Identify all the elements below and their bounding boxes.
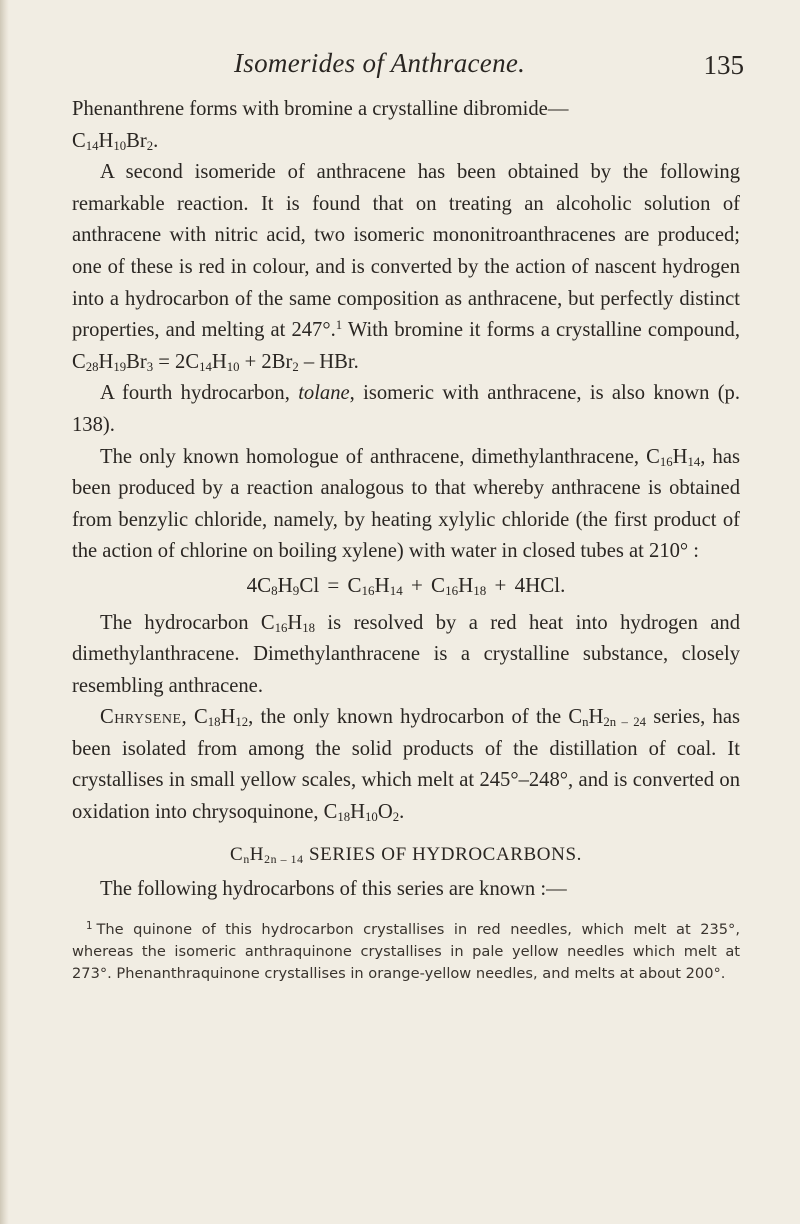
book-page bbox=[72, 48, 744, 999]
paragraph-dimethylanthracene: The only known homologue of anthracene, dimethylanthracene, $C_{16}H_{14}$, has been produced by a reaction analogous to that whereby anthracene is obtained from benzylic chloride, namely, by heating xylylic chloride (the first product of the action of chlorine on boiling xylene) with water in closed tubes at 210° : bbox=[72, 445, 741, 563]
paragraph-tolane: A fourth hydrocarbon, tolane, isomeric with anthracene, is also known (p. 138). bbox=[72, 382, 741, 436]
footnote bbox=[72, 916, 740, 985]
footnote-reference[interactable]: 1 bbox=[335, 318, 343, 333]
term-chrysene: Chrysene bbox=[100, 706, 182, 729]
equation-xylylic-chloride: $4C_8H_9Cl = C_{16}H_{14} + C_{16}H_{18} + 4HCl$. bbox=[246, 572, 566, 598]
footnote-text: The quinone of this hydrocarbon crystallises in red needles, which melt at 235°, whereas the isomeric anthraquinone crystallises in pale yellow needles which melt at 273°. Phenanthraquinone crystallises in orange-yellow needles, and melts at about 200°. bbox=[72, 920, 740, 982]
running-title: Isomerides of Anthracene. bbox=[234, 48, 526, 78]
footnote-mark: 1 bbox=[86, 920, 93, 932]
page-number: 135 bbox=[703, 50, 744, 80]
term-tolane: tolane bbox=[298, 382, 350, 405]
paragraph-chrysene: Chrysene, $C_{18}H_{12}$, the only known hydrocarbon of the $C_nH_{2n - 24}$ series, has been isolated from among the solid products of the distillation of coal. It crystallises in small yellow scales, which melt at 245°–248°, and is converted on oxidation into chrysoquinone, $C_{18}H_{10}O_2$. bbox=[72, 706, 740, 825]
page-header bbox=[72, 48, 744, 94]
paragraph-series-intro: The following hydrocarbons of this series are known :— bbox=[100, 878, 567, 901]
body-text bbox=[72, 94, 740, 906]
section-heading: $C_nH_{2n - 14}$ SERIES OF HYDROCARBONS. bbox=[230, 843, 582, 866]
page-edge bbox=[0, 0, 9, 1224]
paragraph-phenanthrene-dibromide: Phenanthrene forms with bromine a crystalline dibromide— $C_{14}H_{10}Br_2$. bbox=[72, 98, 569, 153]
paragraph-hydrocarbon-resolved: The hydrocarbon $C_{16}H_{18}$ is resolved by a red heat into hydrogen and dimethylanthracene. Dimethylanthracene is a crystalline substance, closely resembling anthracene. bbox=[72, 611, 740, 697]
paragraph-second-isomeride: A second isomeride of anthracene has been obtained by the following remarkable reaction. It is found that on treating an alcoholic solution of anthracene with nitric acid, two isomeric mononitroanthracenes are produced; one of these is red in colour, and is converted by the action of nascent hydrogen into a hydrocarbon of the same composition as anthracene, but perfectly distinct properties, and melting at 247°.$^1$ With bromine it forms a crystalline compound, $C_{28}H_{19}Br_3 = 2C_{14}H_{10} + 2Br_2$ – HBr. bbox=[72, 161, 740, 374]
